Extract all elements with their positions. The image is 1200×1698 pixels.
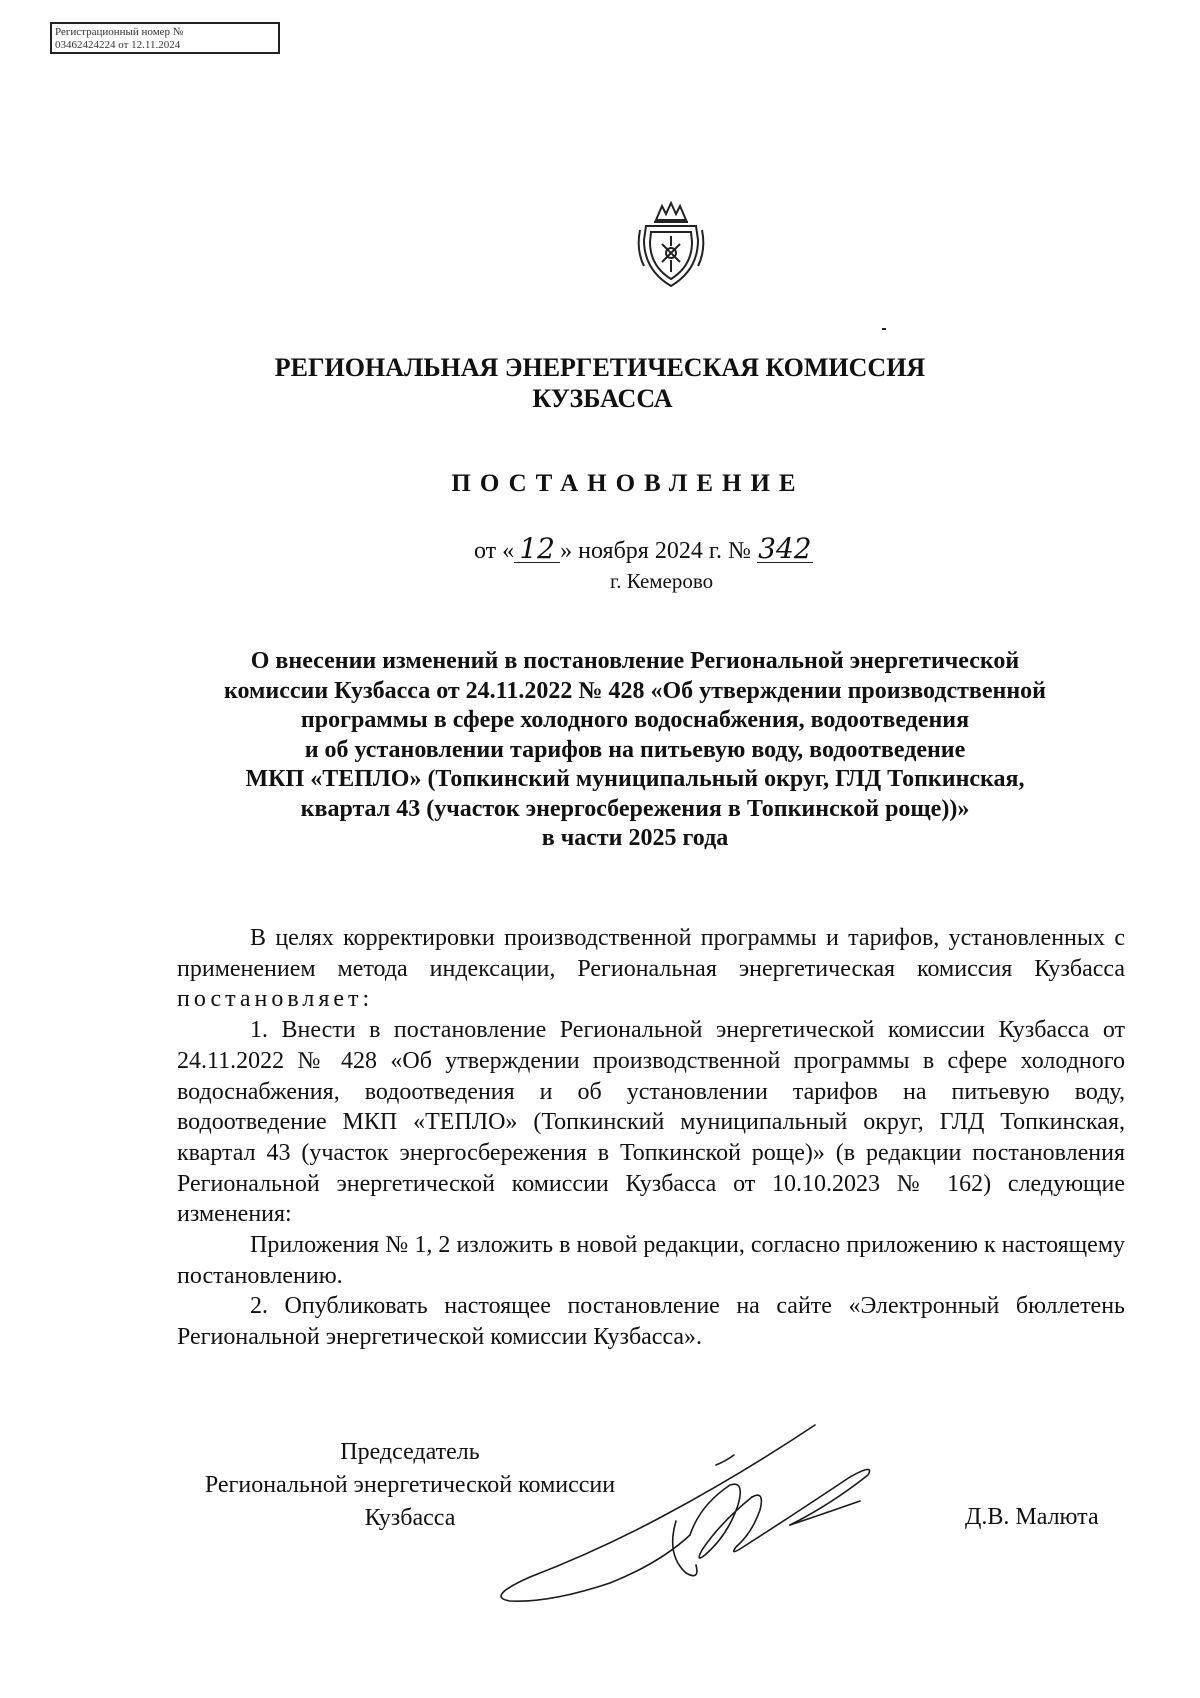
date-day-handwritten: 12	[514, 536, 560, 563]
organization-region: КУЗБАССА	[532, 384, 673, 413]
kuzbass-coat-of-arms-icon	[632, 200, 710, 290]
document-body	[177, 923, 1125, 1353]
registration-stamp	[50, 22, 280, 54]
signatory-organization: Региональной энергетической комиссии	[204, 1472, 616, 1498]
document-city: г. Кемерово	[610, 569, 714, 593]
date-prefix: от «	[474, 538, 515, 564]
resolves-word: постановляет:	[177, 986, 374, 1013]
subject-line: комиссии Кузбасса от 24.11.2022 № 428 «Об утверждении производственной	[223, 677, 1047, 704]
date-month-year: » ноября 2024 г. №	[560, 538, 757, 564]
subject-line: О внесении изменений в постановление Региональной энергетической	[250, 648, 1020, 674]
subject-line: МКП «ТЕПЛО» (Топкинский муниципальный округ, ГЛД Топкинская,	[245, 766, 1025, 792]
organization-name: РЕГИОНАЛЬНАЯ ЭНЕРГЕТИЧЕСКАЯ КОМИССИЯ	[274, 353, 926, 382]
item-1-paragraph: 1. Внести в постановление Региональной энергетической комиссии Кузбасса от 24.11.2022 № 428 «Об утверждении производственной программы в сфере холодного водоснабжения, водоотведения и об установлении тарифов на питьевую воду, водоотведение МКП «ТЕПЛО» (Топкинский муниципальный округ, ГЛД Топкинская, квартал 43 (участок энергосбережения в Топкинской роще)» (в редакции постановления Региональной энергетической комиссии Кузбасса от 10.10.2023 № 162) следующие изменения:	[177, 1017, 1125, 1228]
signatory-region: Кузбасса	[364, 1505, 456, 1531]
document-subject	[170, 647, 1100, 854]
registration-number: 03462424224 от 12.11.2024	[55, 39, 181, 51]
item-2-paragraph: 2. Опубликовать настоящее постановление на сайте «Электронный бюллетень Региональной энергетической комиссии Кузбасса».	[177, 1293, 1125, 1351]
subject-line: в части 2025 года	[541, 825, 729, 851]
document-type: ПОСТАНОВЛЕНИЕ	[451, 470, 805, 497]
subject-line: и об установлении тарифов на питьевую воду, водоотведение	[304, 736, 966, 763]
signatory-position: Председатель	[340, 1439, 480, 1465]
handwritten-signature	[490, 1405, 970, 1605]
preamble-text: В целях корректировки производственной программы и тарифов, установленных с применением метода индексации, Региональная энергетическая комиссия Кузбасса	[177, 925, 1125, 982]
document-number-handwritten: 342	[758, 532, 812, 565]
subject-line: программы в сфере холодного водоснабжения, водоотведения	[300, 707, 970, 733]
item-1-change-paragraph: Приложения № 1, 2 изложить в новой редакции, согласно приложению к настоящему постановлению.	[177, 1232, 1125, 1289]
subject-line: квартал 43 (участок энергосбережения в Топкинской роще))»	[300, 795, 970, 822]
scan-mark	[882, 328, 886, 330]
document-dateline	[474, 532, 813, 565]
signatory-name: Д.В. Малюта	[965, 1504, 1099, 1530]
preamble-paragraph	[177, 923, 1125, 1015]
registration-label: Регистрационный номер №	[55, 26, 184, 38]
